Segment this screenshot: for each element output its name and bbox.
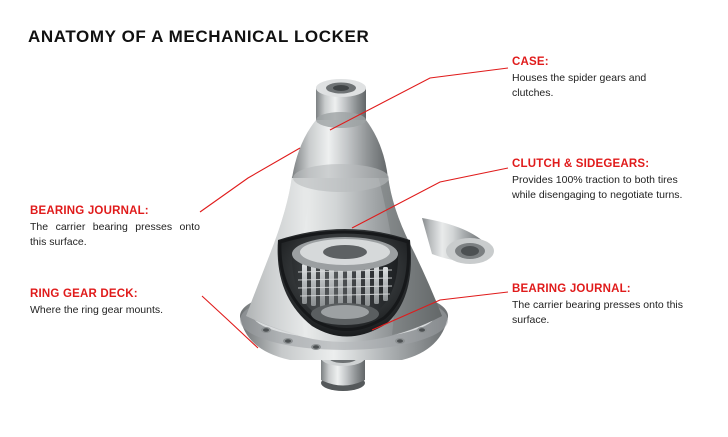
callout-ring-gear-deck-body: Where the ring gear mounts. <box>30 304 164 316</box>
differential-illustration <box>170 58 500 403</box>
callout-bearing-journal-left-title: BEARING JOURNAL: <box>30 205 149 217</box>
callout-clutch-sidegears-body: Provides 100% traction to both tires while disengaging to negotiate turns. <box>512 174 683 202</box>
callout-clutch-sidegears-title: CLUTCH & SIDEGEARS: <box>512 158 650 170</box>
bearing-journal-upper-art <box>292 79 389 192</box>
callout-ring-gear-deck <box>30 288 210 318</box>
callout-case-body: Houses the spider gears and clutches. <box>512 72 647 100</box>
page-title: ANATOMY OF A MECHANICAL LOCKER <box>28 27 370 46</box>
callout-clutch-sidegears <box>512 158 692 203</box>
bearing-journal-right-art <box>422 218 494 264</box>
callout-bearing-journal-right-title: BEARING JOURNAL: <box>512 283 631 295</box>
callout-bearing-journal-right-body: The carrier bearing presses onto this surface. <box>512 299 683 327</box>
callout-bearing-journal-left <box>30 205 200 250</box>
callout-bearing-journal-right <box>512 283 692 328</box>
callout-ring-gear-deck-title: RING GEAR DECK: <box>30 288 138 300</box>
callout-case <box>512 56 688 101</box>
callout-bearing-journal-left-body: The carrier bearing presses onto this surface. <box>30 221 200 249</box>
callout-case-title: CASE: <box>512 56 549 68</box>
